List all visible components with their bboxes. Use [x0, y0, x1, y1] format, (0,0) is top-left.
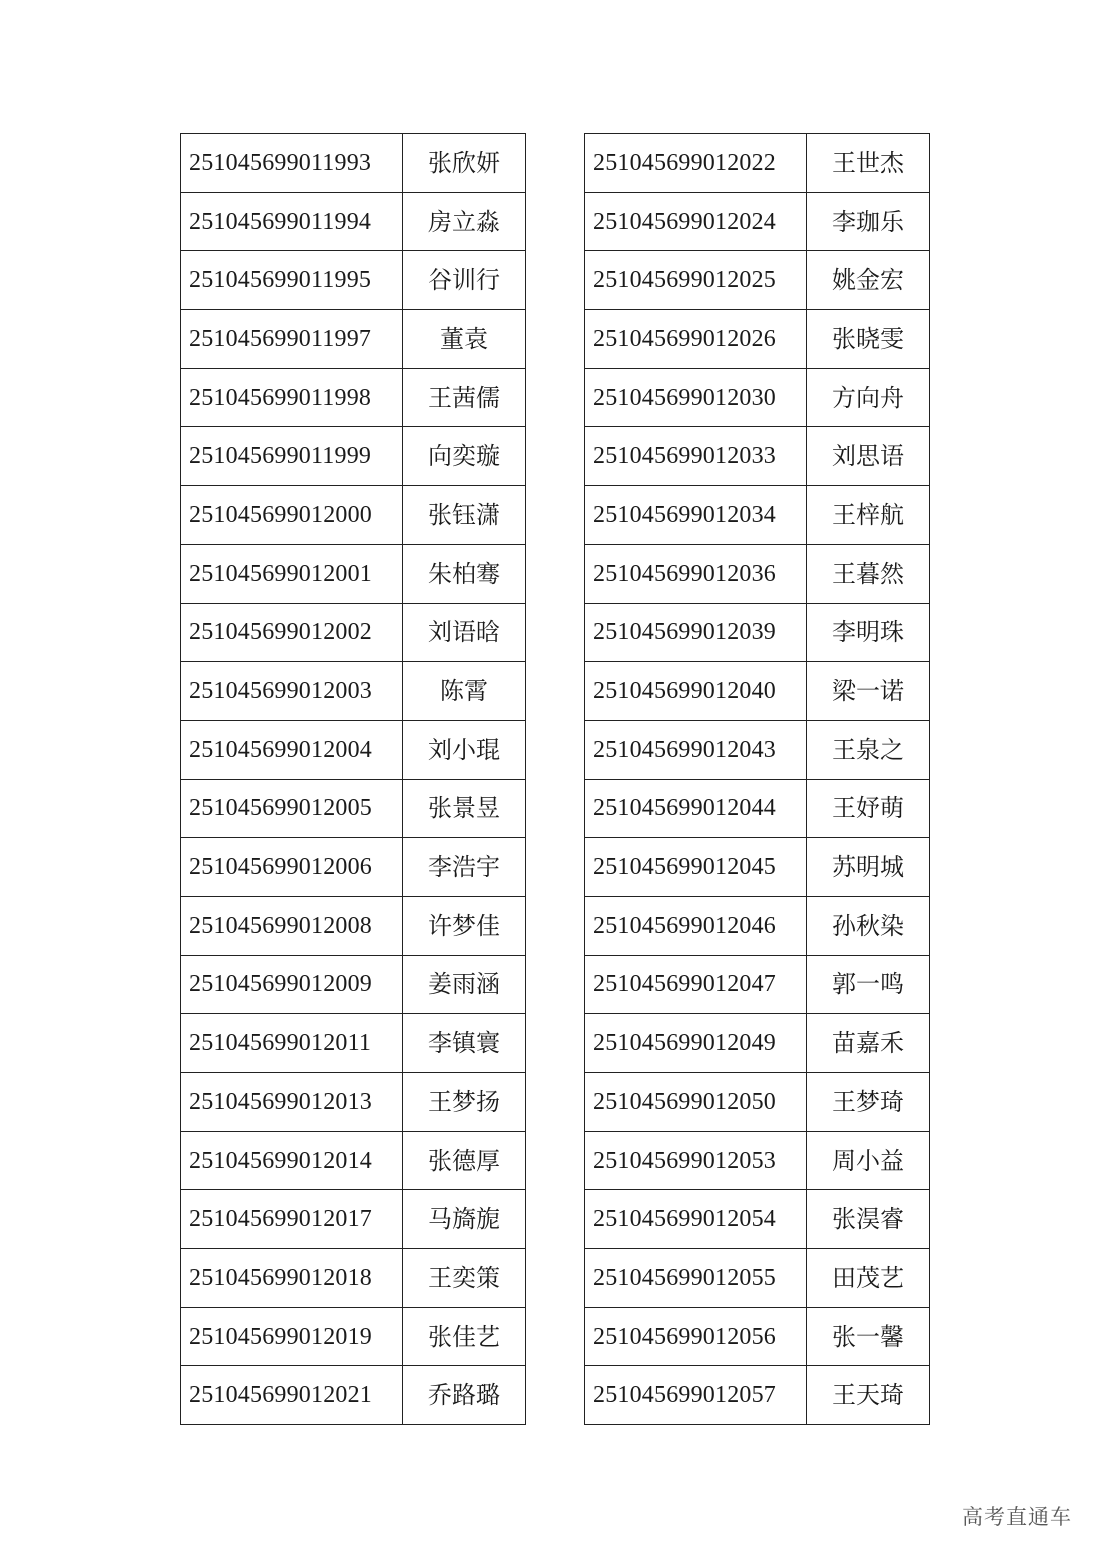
roster-table-right-body [585, 134, 930, 1425]
candidate-id-cell: 251045699011999 [181, 427, 403, 486]
candidate-name-cell: 王梦琦 [807, 1073, 930, 1132]
table-row [181, 134, 526, 193]
table-row [181, 251, 526, 310]
candidate-id-cell: 251045699012021 [181, 1366, 403, 1425]
table-row [585, 1307, 930, 1366]
candidate-name-cell: 郭一鸣 [807, 955, 930, 1014]
candidate-id-cell: 251045699012003 [181, 662, 403, 721]
candidate-name-cell: 朱柏骞 [403, 544, 526, 603]
candidate-id-cell: 251045699012047 [585, 955, 807, 1014]
table-row [585, 896, 930, 955]
candidate-name-cell: 张钰潇 [403, 486, 526, 545]
candidate-name-cell: 董袁 [403, 310, 526, 369]
candidate-name-cell: 王天琦 [807, 1366, 930, 1425]
candidate-id-cell: 251045699012055 [585, 1249, 807, 1308]
table-row [585, 1190, 930, 1249]
candidate-id-cell: 251045699012001 [181, 544, 403, 603]
table-row [585, 486, 930, 545]
table-row [585, 1249, 930, 1308]
table-row [181, 1073, 526, 1132]
candidate-name-cell: 李浩宇 [403, 838, 526, 897]
candidate-id-cell: 251045699012000 [181, 486, 403, 545]
candidate-id-cell: 251045699011993 [181, 134, 403, 193]
candidate-id-cell: 251045699012054 [585, 1190, 807, 1249]
candidate-name-cell: 王茜儒 [403, 368, 526, 427]
candidate-id-cell: 251045699011997 [181, 310, 403, 369]
candidate-id-cell: 251045699012009 [181, 955, 403, 1014]
table-row [181, 427, 526, 486]
candidate-id-cell: 251045699011995 [181, 251, 403, 310]
candidate-name-cell: 李珈乐 [807, 192, 930, 251]
candidate-id-cell: 251045699012043 [585, 720, 807, 779]
table-row [181, 544, 526, 603]
candidate-id-cell: 251045699012011 [181, 1014, 403, 1073]
candidate-name-cell: 张一馨 [807, 1307, 930, 1366]
table-row [585, 251, 930, 310]
candidate-id-cell: 251045699012057 [585, 1366, 807, 1425]
table-row [181, 603, 526, 662]
table-row [181, 1366, 526, 1425]
candidate-name-cell: 方向舟 [807, 368, 930, 427]
candidate-id-cell: 251045699012018 [181, 1249, 403, 1308]
candidate-id-cell: 251045699012024 [585, 192, 807, 251]
table-row [181, 838, 526, 897]
candidate-name-cell: 王梓航 [807, 486, 930, 545]
candidate-name-cell: 孙秋染 [807, 896, 930, 955]
candidate-id-cell: 251045699012014 [181, 1131, 403, 1190]
candidate-id-cell: 251045699012040 [585, 662, 807, 721]
candidate-name-cell: 张晓雯 [807, 310, 930, 369]
table-row [585, 662, 930, 721]
candidate-name-cell: 田茂艺 [807, 1249, 930, 1308]
candidate-name-cell: 王梦扬 [403, 1073, 526, 1132]
candidate-name-cell: 李明珠 [807, 603, 930, 662]
candidate-id-cell: 251045699012008 [181, 896, 403, 955]
table-row [585, 1131, 930, 1190]
table-row [181, 720, 526, 779]
candidate-id-cell: 251045699012034 [585, 486, 807, 545]
table-row [181, 486, 526, 545]
candidate-name-cell: 王泉之 [807, 720, 930, 779]
candidate-id-cell: 251045699012039 [585, 603, 807, 662]
candidate-id-cell: 251045699012049 [585, 1014, 807, 1073]
table-row [585, 955, 930, 1014]
candidate-name-cell: 乔路璐 [403, 1366, 526, 1425]
table-row [181, 1190, 526, 1249]
candidate-id-cell: 251045699012025 [585, 251, 807, 310]
candidate-name-cell: 张欣妍 [403, 134, 526, 193]
roster-table-right [584, 133, 930, 1425]
table-row [181, 779, 526, 838]
table-row [585, 427, 930, 486]
roster-table-left [180, 133, 526, 1425]
table-row [181, 662, 526, 721]
candidate-name-cell: 张德厚 [403, 1131, 526, 1190]
table-row [181, 955, 526, 1014]
candidate-name-cell: 苏明城 [807, 838, 930, 897]
candidate-name-cell: 向奕璇 [403, 427, 526, 486]
candidate-name-cell: 马旖旎 [403, 1190, 526, 1249]
table-row [181, 1014, 526, 1073]
table-row [585, 192, 930, 251]
candidate-id-cell: 251045699012019 [181, 1307, 403, 1366]
table-row [585, 838, 930, 897]
candidate-id-cell: 251045699012006 [181, 838, 403, 897]
candidate-id-cell: 251045699012044 [585, 779, 807, 838]
candidate-name-cell: 谷训行 [403, 251, 526, 310]
candidate-id-cell: 251045699012026 [585, 310, 807, 369]
candidate-name-cell: 姜雨涵 [403, 955, 526, 1014]
candidate-id-cell: 251045699011994 [181, 192, 403, 251]
candidate-id-cell: 251045699012056 [585, 1307, 807, 1366]
candidate-id-cell: 251045699012013 [181, 1073, 403, 1132]
table-row [585, 544, 930, 603]
candidate-id-cell: 251045699012022 [585, 134, 807, 193]
table-row [585, 779, 930, 838]
table-row [181, 368, 526, 427]
candidate-id-cell: 251045699012005 [181, 779, 403, 838]
candidate-name-cell: 王妤萌 [807, 779, 930, 838]
candidate-name-cell: 陈霄 [403, 662, 526, 721]
candidate-name-cell: 刘思语 [807, 427, 930, 486]
table-row [585, 310, 930, 369]
table-row [585, 368, 930, 427]
candidate-name-cell: 李镇寰 [403, 1014, 526, 1073]
candidate-name-cell: 王世杰 [807, 134, 930, 193]
table-row [181, 1249, 526, 1308]
candidate-name-cell: 张淏睿 [807, 1190, 930, 1249]
candidate-name-cell: 张佳艺 [403, 1307, 526, 1366]
candidate-name-cell: 王暮然 [807, 544, 930, 603]
candidate-id-cell: 251045699011998 [181, 368, 403, 427]
table-row [181, 1131, 526, 1190]
table-row [181, 310, 526, 369]
candidate-id-cell: 251045699012017 [181, 1190, 403, 1249]
candidate-name-cell: 房立淼 [403, 192, 526, 251]
candidate-name-cell: 刘语晗 [403, 603, 526, 662]
watermark-text: 高考直通车 [962, 1505, 1072, 1529]
table-row [585, 720, 930, 779]
candidate-id-cell: 251045699012036 [585, 544, 807, 603]
candidate-name-cell: 姚金宏 [807, 251, 930, 310]
candidate-name-cell: 苗嘉禾 [807, 1014, 930, 1073]
roster-table-left-body [181, 134, 526, 1425]
candidate-id-cell: 251045699012046 [585, 896, 807, 955]
candidate-id-cell: 251045699012002 [181, 603, 403, 662]
table-row [585, 603, 930, 662]
candidate-name-cell: 梁一诺 [807, 662, 930, 721]
candidate-id-cell: 251045699012050 [585, 1073, 807, 1132]
candidate-id-cell: 251045699012053 [585, 1131, 807, 1190]
candidate-name-cell: 许梦佳 [403, 896, 526, 955]
candidate-id-cell: 251045699012004 [181, 720, 403, 779]
candidate-id-cell: 251045699012030 [585, 368, 807, 427]
candidate-id-cell: 251045699012033 [585, 427, 807, 486]
table-row [585, 1366, 930, 1425]
table-row [181, 1307, 526, 1366]
candidate-id-cell: 251045699012045 [585, 838, 807, 897]
candidate-name-cell: 周小益 [807, 1131, 930, 1190]
table-row [585, 1073, 930, 1132]
table-row [585, 1014, 930, 1073]
table-row [181, 896, 526, 955]
candidate-name-cell: 张景昱 [403, 779, 526, 838]
table-row [181, 192, 526, 251]
candidate-name-cell: 王奕策 [403, 1249, 526, 1308]
candidate-name-cell: 刘小琨 [403, 720, 526, 779]
table-row [585, 134, 930, 193]
